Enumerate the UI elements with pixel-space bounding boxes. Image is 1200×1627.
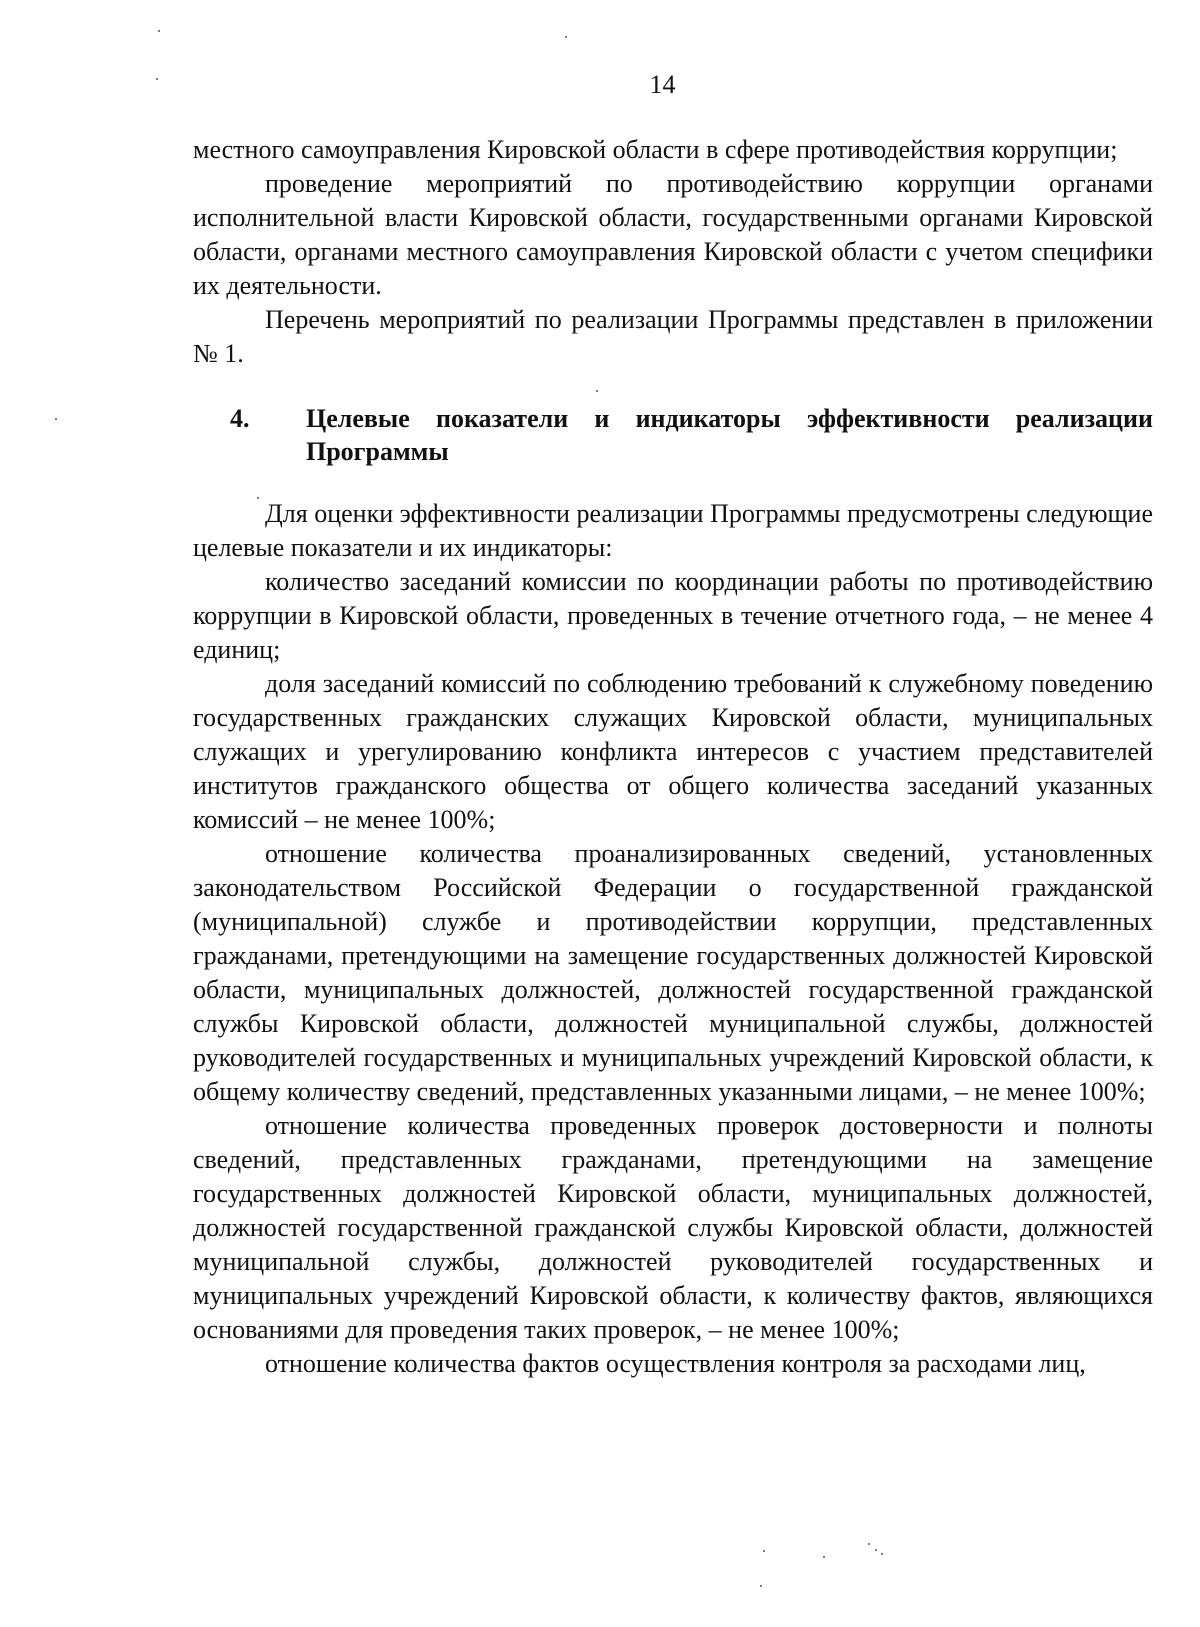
paragraph: Для оценки эффективности реализации Программы предусмотрены следующие целевые показатели и их индикаторы: — [193, 499, 1153, 562]
scan-speck — [565, 36, 567, 38]
scan-speck — [875, 1549, 877, 1551]
section-number: 4. — [230, 404, 250, 433]
paragraph: Перечень мероприятий по реализации Программы представлен в приложении № 1. — [193, 305, 1153, 368]
paragraph: местного самоуправления Кировской области в сфере противодействия коррупции; — [193, 135, 1118, 164]
scan-speck — [763, 1550, 765, 1552]
scan-speck — [881, 1553, 883, 1555]
paragraph: доля заседаний комиссий по соблюдению требований к служебному поведению государственных гражданских служащих Кировской области, муниципальных служащих и урегулированию конфликта интересов с участием представителей институтов гражданского общества от общего количества заседаний указанных комиссий – не менее 100%; — [193, 669, 1153, 834]
paragraph: проведение мероприятий по противодействию коррупции органами исполнительной власти Кировской области, государственными органами Кировской области, органами местного самоуправления Кировской области с учетом специфики их деятельности. — [193, 169, 1153, 300]
paragraph: отношение количества проанализированных сведений, установленных законодательством Российской Федерации о государственной гражданской (муниципальной) службе и противодействии коррупции, представленных гражданами, претендующими на замещение государственных должностей Кировской области, муниципальных должностей, должностей государственной гражданской службы Кировской области, должностей муниципальной службы, должностей руководителей государственных и муниципальных учреждений Кировской области, к общему количеству сведений, представленных указанными лицами, – не менее 100%; — [193, 839, 1153, 1106]
scan-speck — [760, 1585, 762, 1587]
scan-speck — [55, 418, 57, 420]
section-title: Целевые показатели и индикаторы эффективности реализации Программы — [306, 404, 1153, 466]
paragraph: отношение количества проведенных проверок достоверности и полноты сведений, представленных гражданами, претендующими на замещение государственных должностей Кировской области, муниципальных должностей, должностей государственной гражданской службы Кировской области, должностей муниципальной службы, должностей руководителей государственных и муниципальных учреждений Кировской области, к количеству фактов, являющихся основаниями для проведения таких проверок, – не менее 100%; — [193, 1111, 1153, 1344]
section-heading — [193, 402, 1153, 468]
scan-speck — [158, 30, 160, 32]
document-body — [193, 133, 1153, 1381]
paragraph: количество заседаний комиссии по координации работы по противодействию коррупции в Кировской области, проведенных в течение отчетного года, – не менее 4 единиц; — [193, 567, 1153, 664]
scan-speck — [823, 1556, 825, 1558]
scan-speck — [868, 1543, 870, 1545]
page-number: 14 — [649, 70, 676, 99]
paragraph: отношение количества фактов осуществления контроля за расходами лиц, — [265, 1349, 1086, 1378]
